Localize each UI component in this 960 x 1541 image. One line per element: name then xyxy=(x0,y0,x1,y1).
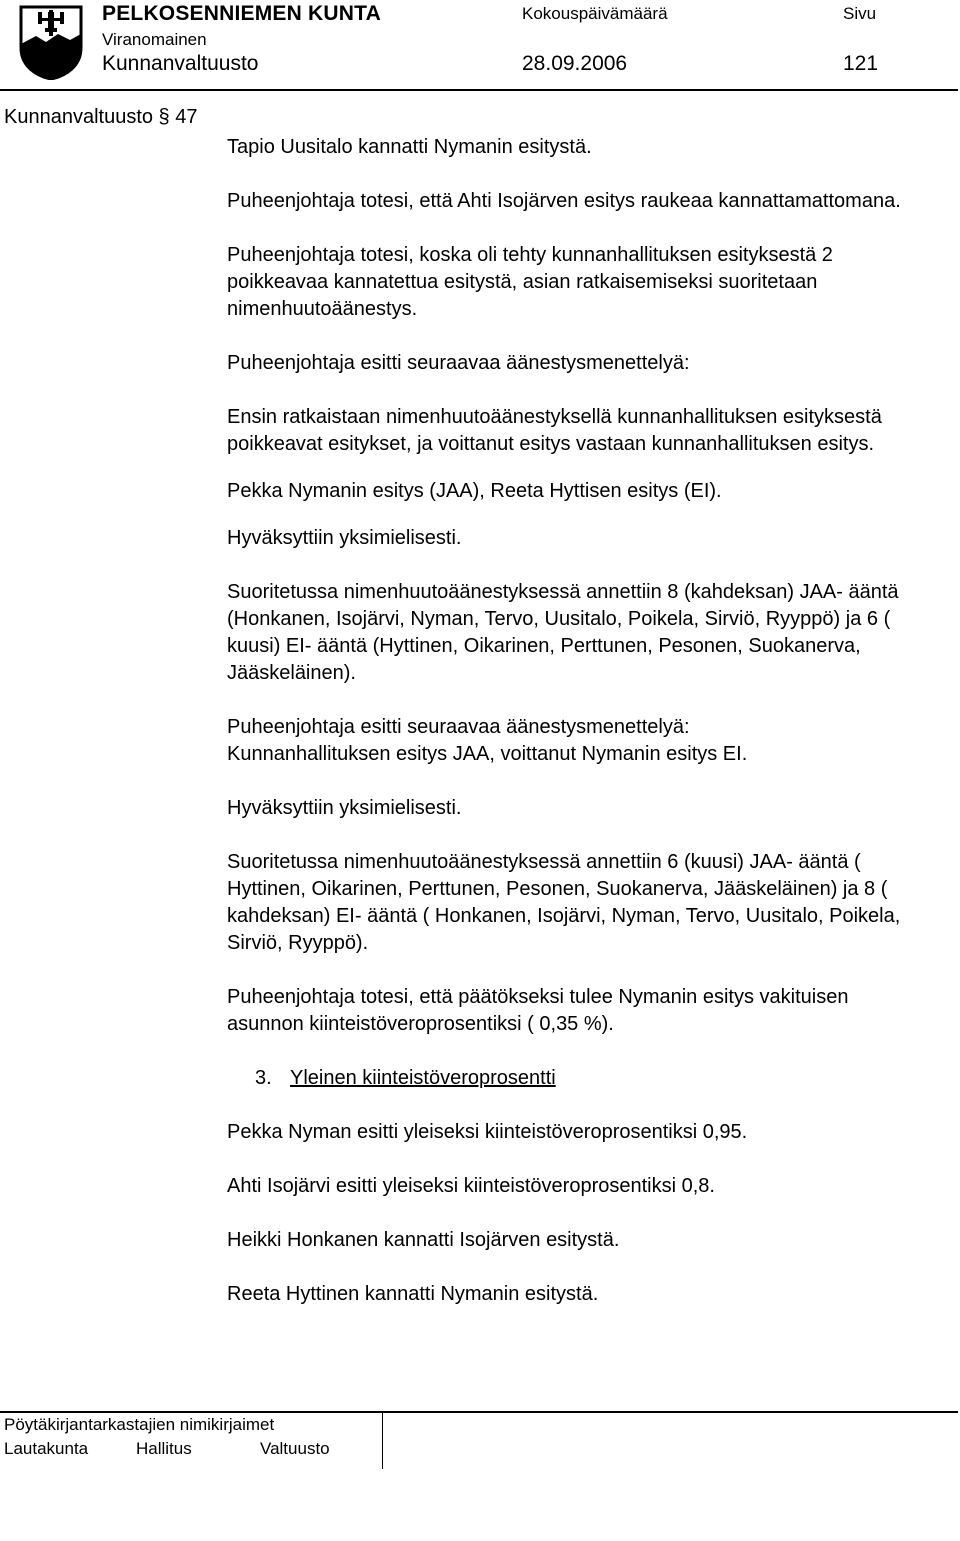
paragraph: Ensin ratkaistaan nimenhuutoäänestyksellä kunnanhallituksen esityksestä poikkeavat esitykset, ja voittanut esitys vastaan kunnanhallituksen esitys. xyxy=(227,406,882,455)
footer-label-board: Lautakunta xyxy=(4,1439,89,1458)
paragraph: Tapio Uusitalo kannatti Nymanin esitystä. xyxy=(227,136,592,158)
footer-label-council: Valtuusto xyxy=(260,1439,330,1458)
authority-name: Kunnanvaltuusto xyxy=(102,52,259,75)
paragraph: Pekka Nymanin esitys (JAA), Reeta Hyttisen esitys (EI). xyxy=(227,480,722,502)
meeting-date-label: Kokouspäivämäärä xyxy=(522,4,668,23)
footer-initials-labels xyxy=(4,1439,330,1459)
authority-label: Viranomainen xyxy=(102,30,207,49)
paragraph: Ahti Isojärvi esitti yleiseksi kiinteistöveroprosentiksi 0,8. xyxy=(227,1175,715,1197)
footer-heading: Pöytäkirjantarkastajien nimikirjaimet xyxy=(4,1415,275,1434)
footer-column-divider xyxy=(382,1413,383,1469)
agenda-item-number: 3. xyxy=(255,1067,272,1089)
meeting-date: 28.09.2006 xyxy=(522,52,628,75)
section-title: Kunnanvaltuusto § 47 xyxy=(4,106,198,128)
paragraph: Pekka Nyman esitti yleiseksi kiinteistöveroprosentiksi 0,95. xyxy=(227,1121,748,1143)
paragraph: Puheenjohtaja esitti seuraavaa äänestysmenettelyä: xyxy=(227,352,690,374)
agenda-item-title: Yleinen kiinteistöveroprosentti xyxy=(290,1067,556,1089)
paragraph: Puheenjohtaja totesi, koska oli tehty kunnanhallituksen esityksestä 2 poikkeavaa kannatettua esitystä, asian ratkaisemiseksi suoritetaan nimenhuutoäänestys. xyxy=(227,244,833,320)
footer-divider xyxy=(0,1411,958,1413)
paragraph: Suoritetussa nimenhuutoäänestyksessä annettiin 6 (kuusi) JAA- ääntä ( Hyttinen, Oikarinen, Perttunen, Pesonen, Suokanerva, Jääskeläinen) ja 8 ( kahdeksan) EI- ääntä ( Honkanen, Isojärvi, Nyman, Tervo, Uusitalo, Poikela, Sirviö, Ryyppö). xyxy=(227,851,901,954)
header-divider xyxy=(0,89,958,91)
minutes-body xyxy=(227,134,917,1308)
paragraph: Hyväksyttiin yksimielisesti. xyxy=(227,797,462,819)
paragraph: Hyväksyttiin yksimielisesti. xyxy=(227,527,462,549)
coat-of-arms-logo xyxy=(18,4,84,80)
page-label: Sivu xyxy=(843,4,877,23)
paragraph: Reeta Hyttinen kannatti Nymanin esitystä. xyxy=(227,1283,599,1305)
page-number: 121 xyxy=(843,52,879,75)
agenda-item xyxy=(255,1065,917,1092)
paragraph: Heikki Honkanen kannatti Isojärven esitystä. xyxy=(227,1229,620,1251)
paragraph: Suoritetussa nimenhuutoäänestyksessä annettiin 8 (kahdeksan) JAA- ääntä (Honkanen, Isojärvi, Nyman, Tervo, Uusitalo, Poikela, Sirviö, Ryyppö) ja 6 ( kuusi) EI- ääntä (Hyttinen, Oikarinen, Perttunen, Pesonen, Suokanerva, Jääskeläinen). xyxy=(227,581,899,684)
footer-label-executive: Hallitus xyxy=(136,1439,192,1458)
paragraph: Puheenjohtaja totesi, että päätökseksi tulee Nymanin esitys vakituisen asunnon kiinteistöveroprosentiksi ( 0,35 %). xyxy=(227,986,849,1035)
paragraph: Puheenjohtaja esitti seuraavaa äänestysmenettelyä: xyxy=(227,716,690,738)
paragraph: Puheenjohtaja totesi, että Ahti Isojärven esitys raukeaa kannattamattomana. xyxy=(227,190,901,212)
municipality-name: PELKOSENNIEMEN KUNTA xyxy=(102,2,381,25)
paragraph: Kunnanhallituksen esitys JAA, voittanut Nymanin esitys EI. xyxy=(227,743,748,765)
